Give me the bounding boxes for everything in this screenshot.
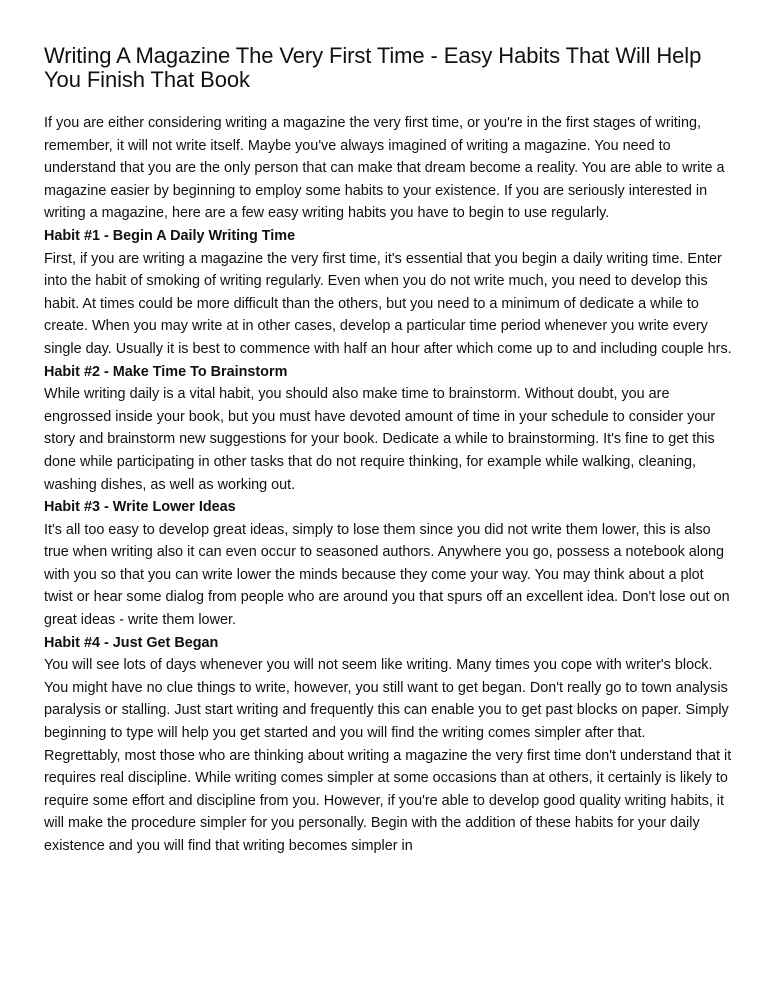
habit-2-body: While writing daily is a vital habit, you should also make time to brainstorm. Without doubt, you are engrossed inside your book, but you must have devoted amount of time in your schedule to consider your story and brainstorm new suggestions for your book. Dedicate a while to brainstorming. It's fine to get this done while participating in other tasks that do not require thinking, for example while walking, cleaning, washing dishes, as well as working out. — [44, 386, 716, 493]
habit-1-body: First, if you are writing a magazine the very first time, it's essential that you begin a daily writing time. Enter into the habit of smoking of writing regularly. Even when you do not write much, you need to develop this habit. At times could be more difficult than the others, but you need to a minimum of dedicate a while to create. When you may write at in other cases, develop a particular time period whenever you write every single day. Usually it is best to commence with half an hour after which come up to and including couple hrs. — [44, 250, 732, 357]
habit-4-heading: Habit #4 - Just Get Began — [44, 634, 219, 651]
habit-4-body: You will see lots of days whenever you will not seem like writing. Many times you cope with writer's block. You might have no clue things to write, however, you still want to get began. Don't really go to town analysis paralysis or stalling. Just start writing and frequently this can enable you to get past blocks on paper. Simply beginning to type will help you get started and you will find the writing comes simpler after that. — [44, 657, 729, 742]
intro-paragraph: If you are either considering writing a magazine the very first time, or you're in the first stages of writing, remember, it will not write itself. Maybe you've always imagined of writing a magazine. You need to understand that you are the only person that can make that dream become a reality. You are able to write a magazine easier by beginning to employ some habits to your existence. If you are seriously interested in writing a magazine, here are a few easy writing habits you have to begin to use regularly. — [44, 115, 725, 222]
habit-2-heading: Habit #2 - Make Time To Brainstorm — [44, 363, 288, 380]
habit-1-heading: Habit #1 - Begin A Daily Writing Time — [44, 227, 296, 244]
habit-3-heading: Habit #3 - Write Lower Ideas — [44, 499, 236, 516]
document-page — [44, 44, 734, 858]
habit-3-body: It's all too easy to develop great ideas, simply to lose them since you did not write them lower, this is also true when writing also it can even occur to seasoned authors. Anywhere you go, possess a notebook along with you so that you can write lower the minds because they come your way. You may think about a plot twist or hear some dialog from people who are around you that spurs off an excellent idea. Don't lose out on great ideas - write them lower. — [44, 521, 730, 629]
conclusion-paragraph: Regrettably, most those who are thinking about writing a magazine the very first time don't understand that it requires real discipline. While writing comes simpler at some occasions than at others, it certainly is likely to require some effort and discipline from you. However, if you're able to develop good quality writing habits, it will make the procedure simpler for you personally. Begin with the addition of these habits for your daily existence and you will find that writing becomes simpler in — [44, 747, 732, 854]
document-title: Writing A Magazine The Very First Time - Easy Habits That Will Help You Finish That Book — [44, 43, 702, 92]
